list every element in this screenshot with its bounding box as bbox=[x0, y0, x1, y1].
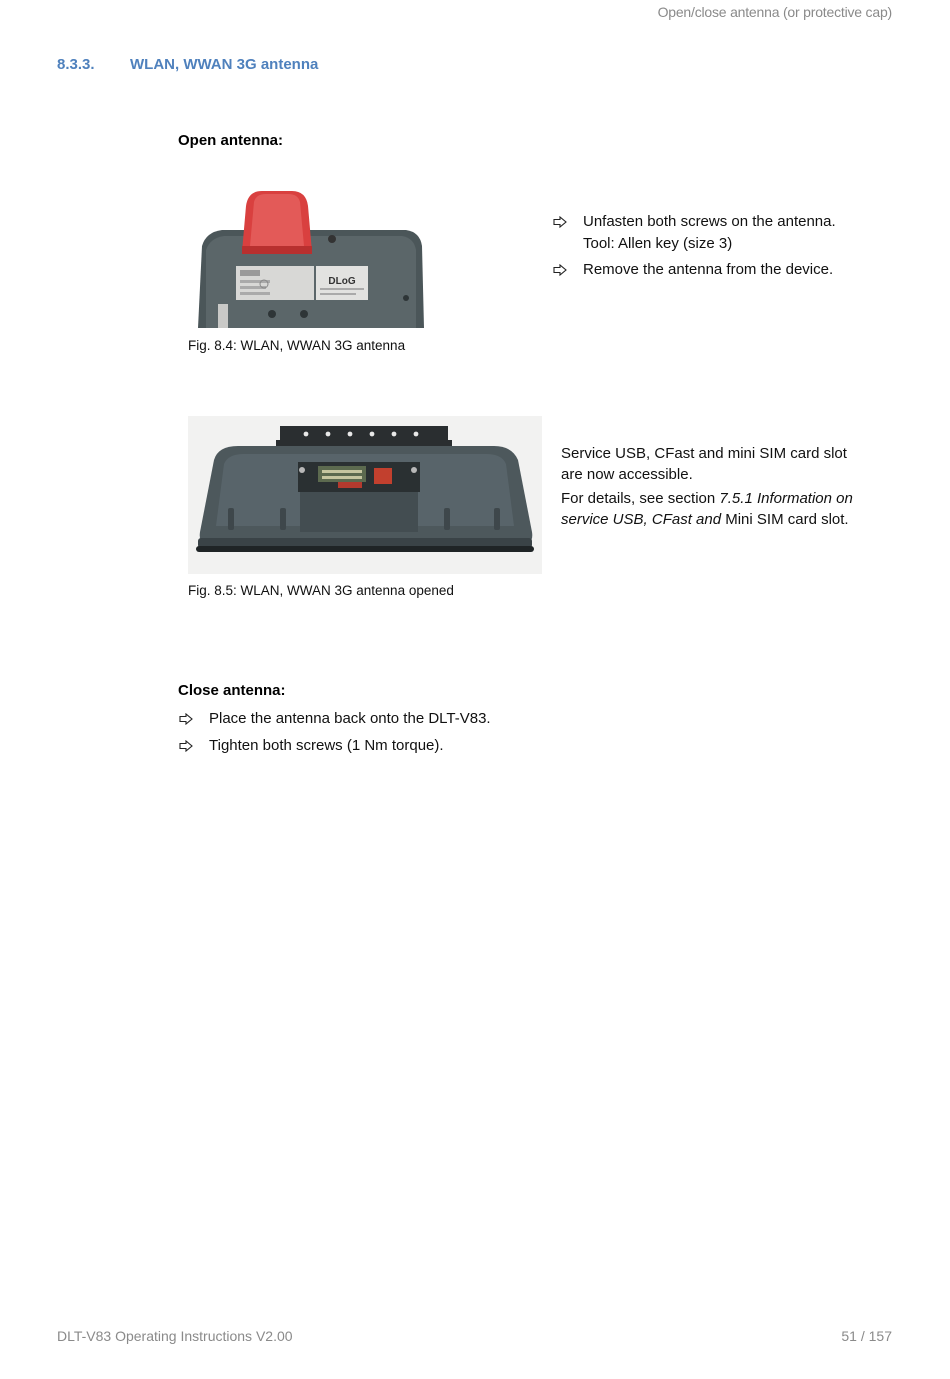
info-details-prefix: For details, see section bbox=[561, 490, 720, 507]
info-block bbox=[561, 443, 856, 530]
hollow-right-arrow-icon bbox=[179, 735, 199, 757]
open-step-1 bbox=[553, 211, 853, 255]
hollow-right-arrow-icon bbox=[553, 259, 573, 281]
running-header: Open/close antenna (or protective cap) bbox=[657, 4, 892, 20]
info-details-text bbox=[561, 488, 856, 530]
close-step-2 bbox=[179, 735, 679, 757]
opened-device-illustration bbox=[188, 416, 542, 574]
section-title: WLAN, WWAN 3G antenna bbox=[130, 56, 319, 73]
info-details-suffix: Mini SIM card slot. bbox=[721, 511, 849, 528]
device-logo-text: DLoG bbox=[328, 276, 356, 287]
hollow-right-arrow-icon bbox=[553, 211, 573, 255]
open-antenna-heading: Open antenna: bbox=[178, 132, 284, 149]
footer-document-title: DLT-V83 Operating Instructions V2.00 bbox=[57, 1328, 293, 1344]
figure-8-4-photo bbox=[188, 186, 438, 328]
close-steps bbox=[179, 708, 679, 757]
info-section-reference: 7.5.1 Information on service USB, CFast and bbox=[561, 490, 853, 528]
open-steps bbox=[553, 211, 853, 281]
info-accessible-text: Service USB, CFast and mini SIM card slot are now accessible. bbox=[561, 445, 847, 483]
section-number: 8.3.3. bbox=[57, 56, 95, 73]
close-step-2-text: Tighten both screws (1 Nm torque). bbox=[209, 737, 444, 754]
close-step-1-text: Place the antenna back onto the DLT-V83. bbox=[209, 710, 491, 727]
open-step-2-text: Remove the antenna from the device. bbox=[583, 261, 834, 278]
open-step-2 bbox=[553, 259, 853, 281]
close-step-1 bbox=[179, 708, 679, 730]
close-antenna-heading: Close antenna: bbox=[178, 682, 286, 699]
figure-8-5-caption: Fig. 8.5: WLAN, WWAN 3G antenna opened bbox=[188, 583, 454, 598]
hollow-right-arrow-icon bbox=[179, 708, 199, 730]
antenna-device-illustration bbox=[188, 186, 438, 328]
open-step-1-text: Unfasten both screws on the antenna. Tool: Allen key (size 3) bbox=[583, 213, 836, 252]
figure-8-4-caption: Fig. 8.4: WLAN, WWAN 3G antenna bbox=[188, 338, 406, 353]
footer-page-number: 51 / 157 bbox=[841, 1328, 892, 1344]
figure-8-5-photo bbox=[188, 416, 542, 574]
